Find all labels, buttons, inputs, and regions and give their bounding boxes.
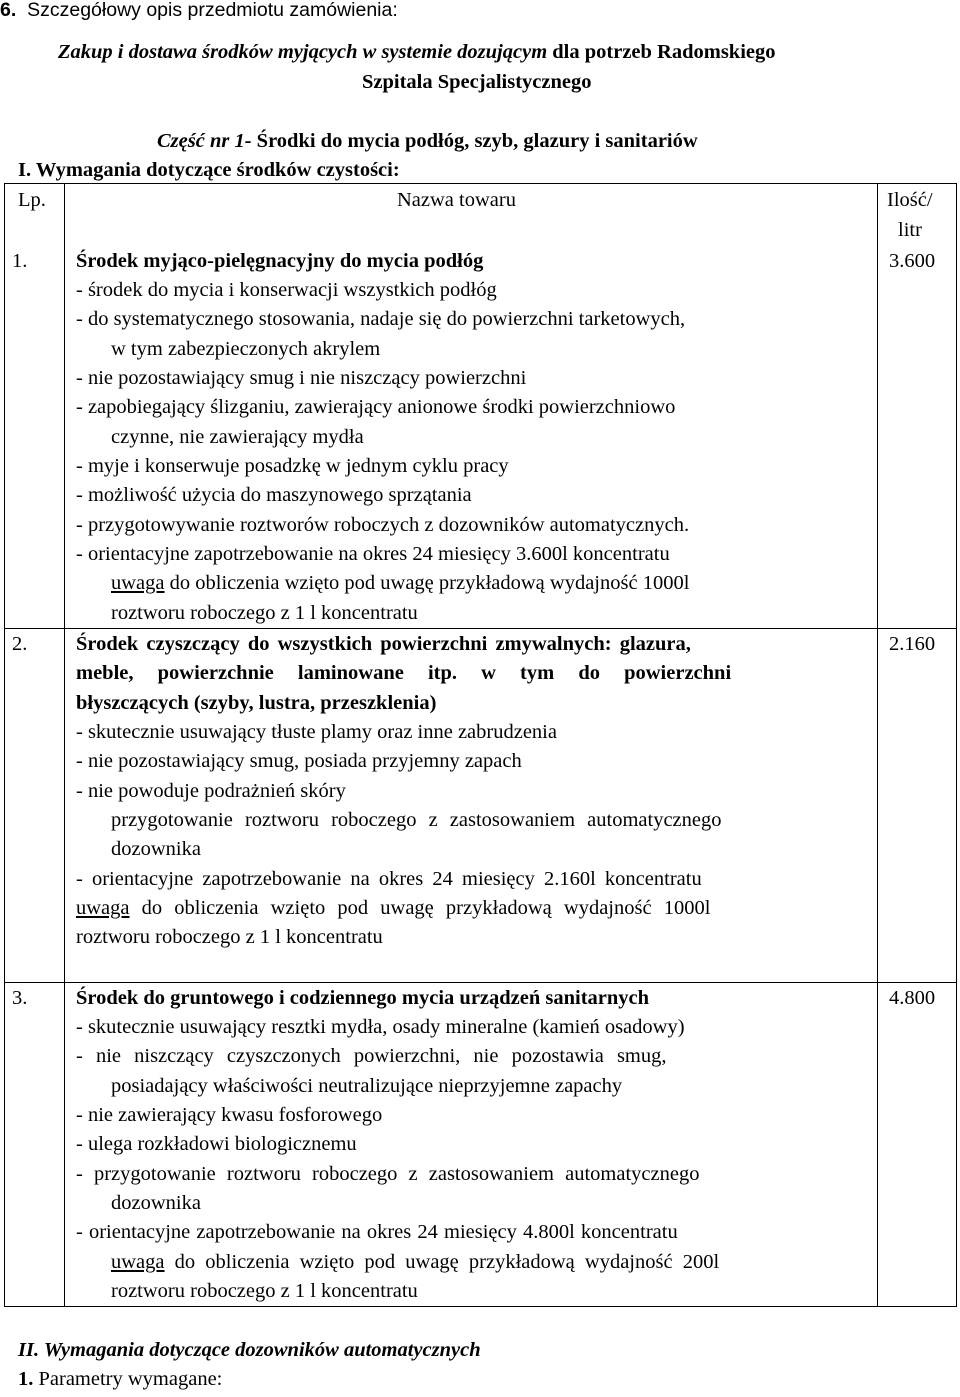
row2-note: [76, 894, 710, 923]
section-title: Szczegółowy opis przedmiotu zamówienia:: [27, 0, 398, 21]
row3-line: dozownika: [111, 1192, 201, 1214]
row3-note-uwaga: uwaga: [111, 1251, 165, 1273]
row2-line: - nie pozostawiający smug, posiada przyjemny zapach: [76, 750, 522, 772]
row3-lp: 3.: [12, 987, 28, 1009]
row2-line: - skutecznie usuwający tłuste plamy oraz inne zabrudzenia: [76, 721, 557, 743]
params-line: [18, 1365, 222, 1394]
row1-note-text: do obliczenia wzięto pod uwagę przykładową wydajność 1000l: [164, 572, 690, 594]
row2-title-line2: meble, powierzchnie laminowane itp. w tym do powierzchni: [76, 662, 732, 684]
table-col-divider-1: [64, 183, 65, 1307]
row1-line: - nie pozostawiający smug i nie niszczący powierzchni: [76, 367, 527, 389]
row2-qty: 2.160: [889, 633, 936, 655]
row2-line: roztworu roboczego z 1 l koncentratu: [76, 926, 383, 948]
row1-line: - orientacyjne zapotrzebowanie na okres 24 miesięcy 3.600l koncentratu: [76, 543, 670, 565]
header-qty-line2: litr: [898, 219, 922, 241]
row3-note-text: do obliczenia wzięto pod uwagę przykładową wydajność 200l: [164, 1251, 720, 1273]
row1-note: [111, 569, 689, 598]
params-number: 1.: [18, 1368, 34, 1390]
row2-lp: 2.: [12, 633, 28, 655]
table-left-border: [4, 183, 5, 1307]
row1-line: - zapobiegający ślizganiu, zawierający anionowe środki powierzchniowo: [76, 396, 676, 418]
row1-note-uwaga: uwaga: [111, 572, 165, 594]
section-heading: [0, 0, 398, 25]
part-label: [157, 127, 698, 156]
row1-line: - możliwość użycia do maszynowego sprzątania: [76, 484, 472, 506]
part-label-rest: Środki do mycia podłóg, szyb, glazury i sanitariów: [251, 130, 698, 152]
row3-qty: 4.800: [889, 987, 936, 1009]
row1-line: - do systematycznego stosowania, nadaje się do powierzchni tarketowych,: [76, 308, 686, 330]
row3-line: posiadający właściwości neutralizujące nieprzyjemne zapachy: [111, 1075, 623, 1097]
row-divider: [4, 982, 957, 983]
table-col-divider-2: [877, 183, 878, 1307]
row2-line: przygotowanie roztworu roboczego z zastosowaniem automatycznego: [111, 809, 722, 831]
row1-line: - myje i konserwuje posadzkę w jednym cyklu pracy: [76, 455, 509, 477]
table-right-border: [956, 183, 957, 1307]
header-qty-line1: Ilość/: [887, 189, 933, 211]
row3-line: roztworu roboczego z 1 l koncentratu: [111, 1280, 418, 1302]
section-number: 6.: [0, 0, 17, 21]
row3-line: - nie zawierający kwasu fosforowego: [76, 1104, 383, 1126]
row2-title-line1: Środek czyszczący do wszystkich powierzchni zmywalnych: glazura,: [76, 633, 691, 655]
row2-note-uwaga: uwaga: [76, 897, 130, 919]
row2-note-text: do obliczenia wzięto pod uwagę przykładową wydajność 1000l: [129, 897, 711, 919]
row3-line: - orientacyjne zapotrzebowanie na okres 24 miesięcy 4.800l koncentratu: [76, 1221, 678, 1243]
row1-line: w tym zabezpieczonych akrylem: [111, 338, 381, 360]
row1-line: - przygotowywanie roztworów roboczych z dozowników automatycznych.: [76, 514, 690, 536]
row2-line: dozownika: [111, 838, 201, 860]
row2-title-line3: błyszczących (szyby, lustra, przeszklenia): [76, 692, 437, 714]
row1-line: roztworu roboczego z 1 l koncentratu: [111, 602, 418, 624]
header-lp: Lp.: [18, 189, 46, 211]
row1-line: - środek do mycia i konserwacji wszystkich podłóg: [76, 279, 497, 301]
subject-italic: Zakup i dostawa środków myjących w systemie dozującym: [58, 41, 548, 63]
row1-line: czynne, nie zawierający mydła: [111, 426, 364, 448]
section2-heading: II. Wymagania dotyczące dozowników automatycznych: [18, 1339, 481, 1361]
row3-title: Środek do gruntowego i codziennego mycia urządzeń sanitarnych: [76, 987, 650, 1009]
row2-line: - orientacyjne zapotrzebowanie na okres 24 miesięcy 2.160l koncentratu: [76, 868, 702, 890]
subject-line-1: [58, 38, 776, 67]
header-name: Nazwa towaru: [397, 189, 516, 211]
row-divider: [4, 628, 957, 629]
row3-line: - skutecznie usuwający resztki mydła, osady mineralne (kamień osadowy): [76, 1016, 685, 1038]
row2-line: - nie powoduje podrażnień skóry: [76, 780, 346, 802]
row1-qty: 3.600: [889, 250, 936, 272]
row1-lp: 1.: [12, 250, 28, 272]
row3-line: - ulega rozkładowi biologicznemu: [76, 1133, 357, 1155]
row3-line: - przygotowanie roztworu roboczego z zastosowaniem automatycznego: [76, 1163, 700, 1185]
row3-line: - nie niszczący czyszczonych powierzchni, nie pozostawia smug,: [76, 1045, 667, 1067]
part-label-italic: Część nr 1-: [157, 130, 252, 152]
row1-title: Środek myjąco-pielęgnacyjny do mycia podłóg: [76, 250, 484, 272]
params-label: Parametry wymagane:: [33, 1368, 223, 1390]
row3-note: [111, 1248, 719, 1277]
requirements-heading: I. Wymagania dotyczące środków czystości:: [18, 159, 400, 181]
subject-line-2: Szpitala Specjalistycznego: [362, 71, 592, 93]
table-top-border: [4, 183, 957, 184]
subject-rest: dla potrzeb Radomskiego: [547, 41, 776, 63]
